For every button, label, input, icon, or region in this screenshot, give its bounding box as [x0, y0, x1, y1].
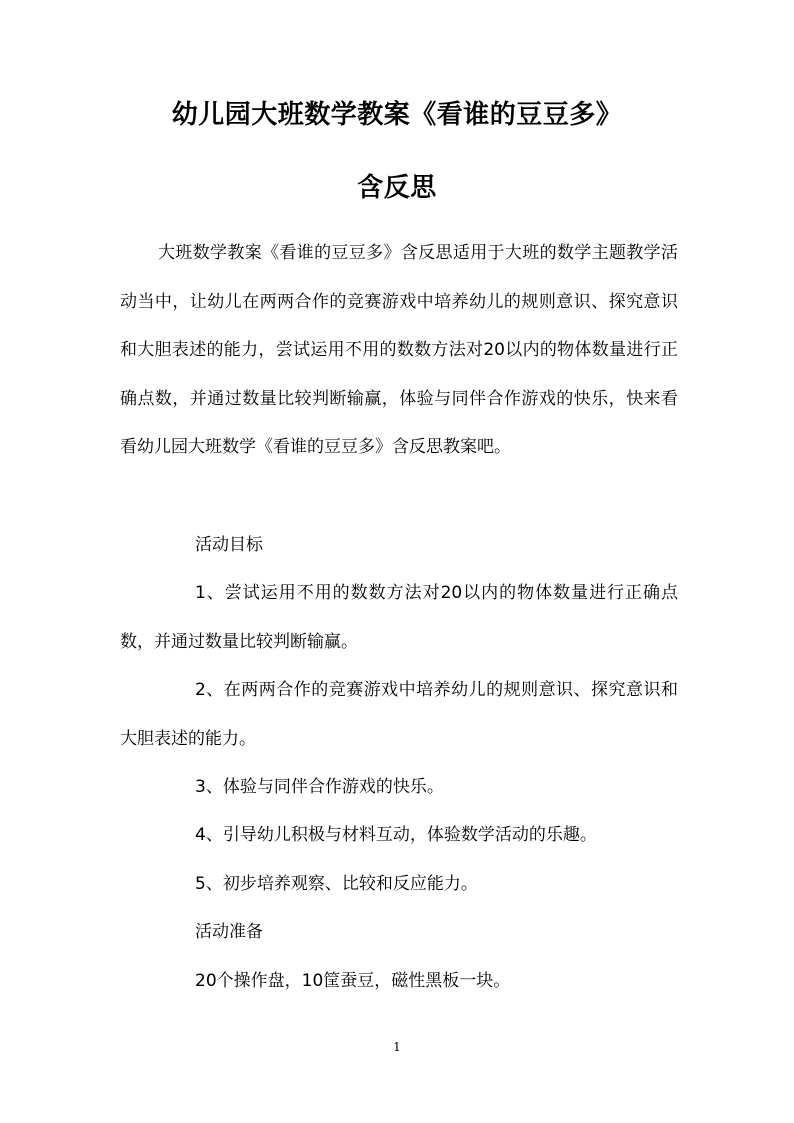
prep-text: 20个操作盘，10筐蚕豆，磁性黑板一块。: [195, 971, 511, 991]
goal-item-2: [120, 666, 678, 763]
goal-item-5: 5、初步培养观察、比较和反应能力。: [195, 874, 478, 894]
intro-paragraph: 大班数学教案《看谁的豆豆多》含反思适用于大班的数学主题教学活动当中，让幼儿在两两合作的竞赛游戏中培养幼儿的规则意识、探究意识和大胆表述的能力，尝试运用不用的数数方法对20以内的物体数量进行正确点数，并通过数量比较判断输赢，体验与同伴合作游戏的快乐，快来看看幼儿园大班数学《看谁的豆豆多》含反思教案吧。: [120, 243, 678, 457]
intro-section: [120, 229, 678, 472]
goal-text: 1、尝试运用不用的数数方法对20以内的物体数量进行正确点数，并通过数量比较判断输赢。: [120, 583, 678, 652]
prep-heading: 活动准备: [195, 922, 263, 942]
goal-item-3: 3、体验与同伴合作游戏的快乐。: [195, 777, 444, 797]
document-title-line-2: 含反思: [357, 173, 437, 203]
goals-heading: 活动目标: [195, 535, 263, 555]
document-title-line-1: 幼儿园大班数学教案《看谁的豆豆多》: [171, 100, 623, 130]
goal-item-1: [120, 569, 678, 666]
goal-item-4: 4、引导幼儿积极与材料互动，体验数学活动的乐趣。: [195, 825, 597, 845]
page-number: 1: [393, 1040, 401, 1054]
goal-text: 2、在两两合作的竞赛游戏中培养幼儿的规则意识、探究意识和大胆表述的能力。: [120, 680, 678, 749]
